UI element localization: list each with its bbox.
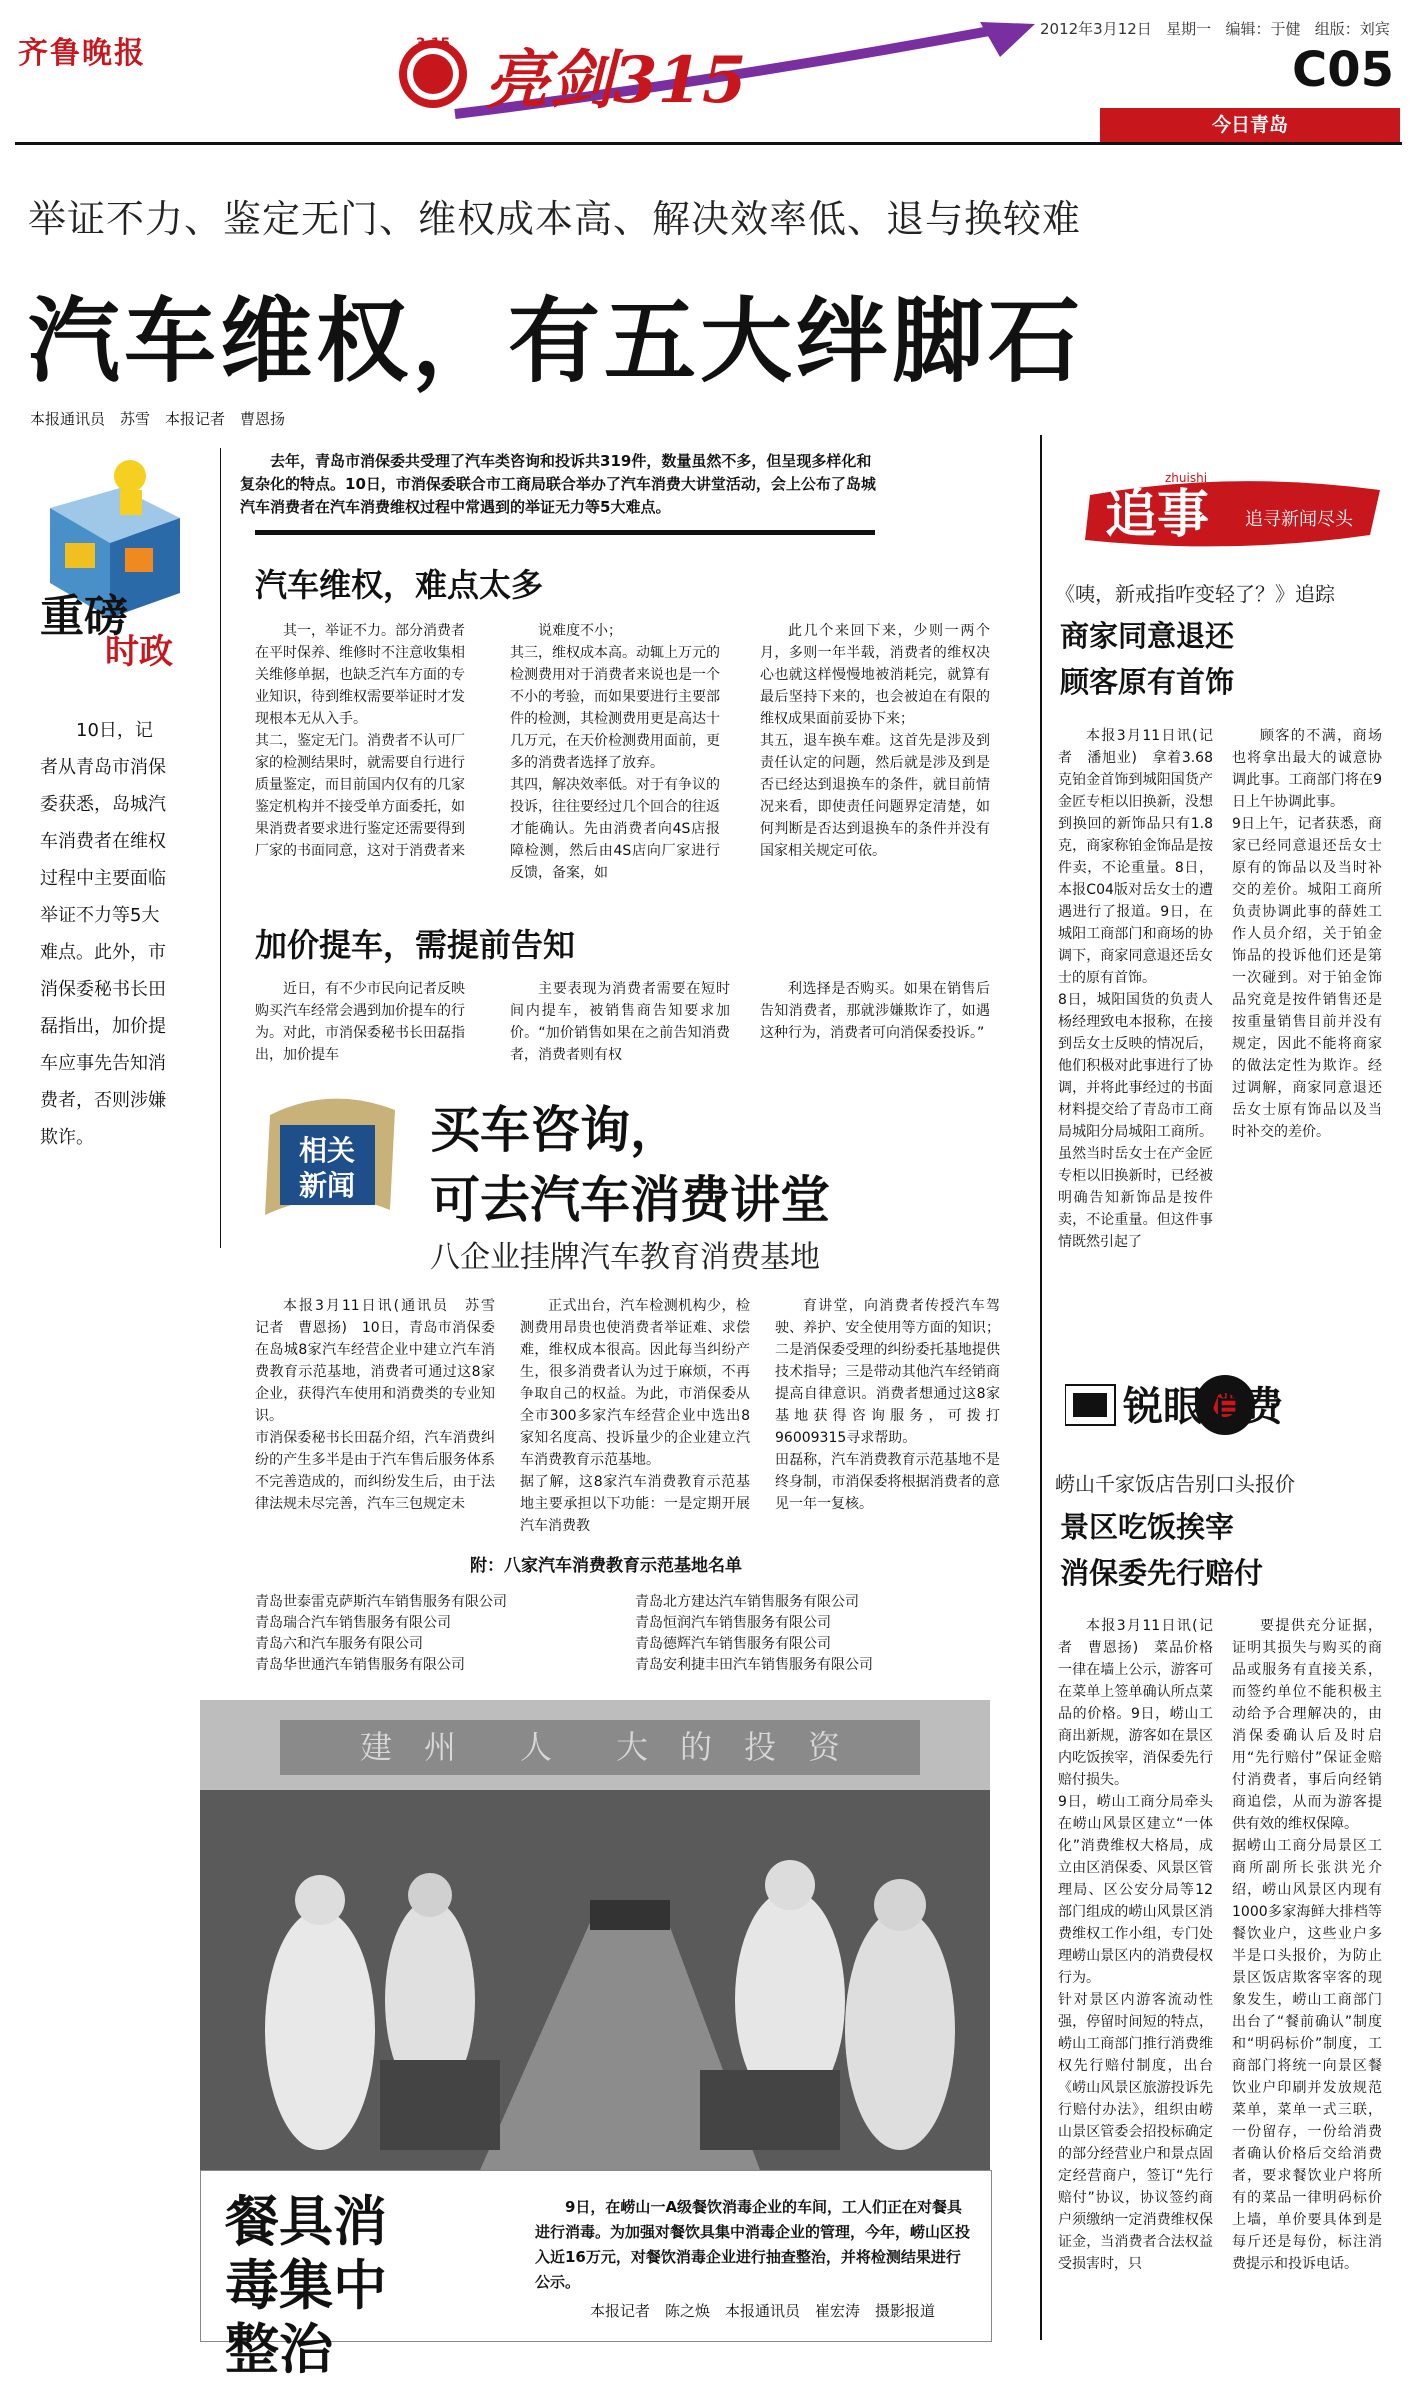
related-col2: 正式出台，汽车检测机构少，检测费用昂贵也使消费者举证难、求偿难，维权成本很高。因此每当纠纷产生，很多消费者认为过于麻烦，不再争取自己的权益。为此，市消保委从全市300多家汽车经营企业中选出8家知名度高、投诉量少的企业建立汽车消费教育示范基地。 据了解，这8家汽车消费教育示范基地主要承担以下功能：一是定期开展汽车消费教 <box>520 1298 750 1534</box>
banner-315-logo <box>395 22 1035 132</box>
zhuishi-col1: 本报3月11日讯(记者 潘旭业) 拿着3.68克铂金首饰到城阳国货产金匠专柜以旧换新，没想到换回的新饰品只有1.8克，商家称铂金饰品是按件卖，不论重量。8日，本报C04版对岳女士的遭遇进行了报道。9日，在城阳工商部门和商场的协调下，商家同意退还岳女士的原有首饰。 8日，城阳国货的负责人杨经理致电本报称，在接到岳女士反映的情况后，他们积极对此事进行了协调，并将此事经过的书面材料提交给了青岛市工商局城阳分局城阳工商所。虽然当时岳女士在产金匠专柜以旧换新时，已经被明确告知新饰品是按件卖，不论重量。但这件事情既然引起了 <box>1058 728 1213 1250</box>
related-col1: 本报3月11日讯(通讯员 苏雪 记者 曹恩扬) 10日，青岛市消保委在岛城8家汽车经营企业中建立汽车消费教育示范基地，消费者可通过这8家企业，获得汽车使用和消费类的专业知识。 市消保委秘书长田磊介绍，汽车消费纠纷的产生多半是由于汽车售后服务体系不完善造成的，而纠纷发生后，由于法律法规未尽完善，汽车三包规定未 <box>255 1298 495 1512</box>
related-badge-line1: 相关 <box>298 1134 356 1167</box>
lead-paragraph: 10日，记者从青岛市消保委获悉，岛城汽车消费者在维权过程中主要面临举证不力等5大难点。此外，市消保委秘书长田磊指出，加价提车应事先告知消费者，否则涉嫌欺诈。 <box>40 720 166 1148</box>
list-item: 青岛恒润汽车销售服务有限公司 <box>635 1615 831 1631</box>
ruiyan-badge <box>1065 1355 1395 1450</box>
zhuishi-prehead: 《咦，新戒指咋变轻了？》追踪 <box>1055 582 1335 606</box>
related-badge-line2: 新闻 <box>298 1169 356 1202</box>
related-headline-line2: 可去汽车消费讲堂 <box>430 1171 830 1229</box>
base-list-title: 附：八家汽车消费教育示范基地名单 <box>470 1556 742 1576</box>
zhuishi-headline-1: 商家同意退还 <box>1060 619 1235 653</box>
related-col3: 育讲堂，向消费者传授汽车驾驶、养护、安全使用等方面的知识；二是消保委受理的纠纷委托基地提供技术指导；三是带动其他汽车经销商提高自律意识。消费者想通过这8家基地获得咨询服务，可拨打96009315寻求帮助。 田磊称，汽车消费教育示范基地不是终身制，市消保委将根据消费者的意见一年一复核。 <box>775 1298 1000 1512</box>
ruiyan-col2: 要提供充分证据，证明其损失与购买的商品或服务有直接关系，而签约单位不能积极主动给予合理解决的，由消保委确认后及时启用“先行赔付”保证金赔付消费者，事后向经销商追偿，从而为游客提供有效的维权保障。 据崂山工商分局景区工商所副所长张洪光介绍，崂山风景区内现有1000多家海鲜大排档等餐饮业户，这些业户多半是口头报价，为防止景区饭店欺客宰客的现象发生，崂山工商部门出台了“餐前确认”制度和“明码标价”制度，工商部门将统一向景区餐饮业户印刷并发放规范菜单，菜单一式三联，一份留存，一份给消费者确认价格后交给消费者，要求餐饮业户将所有的菜品一律明码标价上墙，单价要具体到是每斤还是每份，标注消费提示和投诉电话。 <box>1232 1618 1382 2272</box>
list-item: 青岛北方建达汽车销售服务有限公司 <box>635 1594 859 1610</box>
section1-title: 汽车维权，难点太多 <box>255 566 544 604</box>
related-news-badge <box>250 1085 410 1230</box>
byline: 本报通讯员 苏雪 本报记者 曹恩扬 <box>30 410 286 428</box>
intro-paragraph: 去年，青岛市消保委共受理了汽车类咨询和投诉共319件，数量虽然不多，但呈现多样化和复杂化的特点。10日，市消保委联合市工商局联合举办了汽车消费大讲堂活动，会上公布了岛城汽车消费者在汽车消费维权过程中常遇到的举证无力等5大难点。 <box>240 452 876 516</box>
base-list-left <box>255 1592 507 1676</box>
pre-headline: 举证不力、鉴定无门、维权成本高、解决效率低、退与换较难 <box>28 197 1082 241</box>
zhuishi-badge-pinyin: zhuishi <box>1165 471 1208 485</box>
banner-logo-mark: 3·15 <box>415 36 451 52</box>
banner-title: 亮剑315 <box>485 43 747 118</box>
page-number: C05 <box>1292 42 1395 98</box>
intro-rule <box>255 530 875 535</box>
list-item: 青岛六和汽车服务有限公司 <box>255 1636 423 1652</box>
zhuishi-badge <box>1070 460 1390 555</box>
section1-col3: 此几个来回下来，少则一两个月，多则一年半载，消费者的维权决心也就这样慢慢地被消耗完，就算有最后坚持下来的，也会被迫在有限的维权成果面前妥协下来； 其五，退车换车难。这首先是涉及到责任认定的问题，然后就是涉及到是否已经达到退换车的条件，就目前情况来看，即使责任问题界定清楚，如何判断是否达到退换车的条件并没有国家相关规定可依。 <box>760 623 990 859</box>
related-subhead: 八企业挂牌汽车教育消费基地 <box>430 1240 820 1275</box>
photo-caption: 9日，在崂山一A级餐饮消毒企业的车间，工人们正在对餐具进行消毒。为加强对餐饮具集中消毒企业的管理，今年，崂山区投入近16万元，对餐饮消毒企业进行抽查整治，并将检测结果进行公示。 <box>535 2198 971 2291</box>
newspaper-logo: 齐鲁晚报 <box>18 36 146 71</box>
section2-col1: 近日，有不少市民向记者反映购买汽车经常会遇到加价提车的行为。对此，市消保委秘书长田磊指出，加价提车 <box>255 981 465 1063</box>
list-item: 青岛安利捷丰田汽车销售服务有限公司 <box>635 1657 873 1673</box>
photo-credit: 本报记者 陈之焕 本报通讯员 崔宏涛 摄影报道 <box>590 2302 936 2320</box>
masthead-rule <box>15 142 1402 145</box>
zhuishi-badge-slogan: 追寻新闻尽头 <box>1245 509 1353 530</box>
photo-caption-headline: 餐具消毒集中整治 <box>225 2190 387 2381</box>
section1-col1: 其一，举证不力。部分消费者在平时保养、维修时不注意收集相关维修单据，也缺乏汽车方面的专业知识，待到维权需要举证时才发现根本无从入手。 其二，鉴定无门。消费者不认可厂家的检测结果时，就需要自行进行质量鉴定，而目前国内仅有的几家鉴定机构并不接受单方面委托，如果消费者要求进行鉴定还需要得到厂家的书面同意，这对于消费者来 <box>255 623 465 859</box>
photo-wall-banner: 建 州 人 大 的 投 资 <box>359 1728 841 1766</box>
section2-col2: 主要表现为消费者需要在短时间内提车，被销售商告知要求加价。“加价销售如果在之前告知消费者，消费者则有权 <box>510 981 730 1063</box>
list-item: 青岛德辉汽车销售服务有限公司 <box>635 1636 831 1652</box>
zhuishi-headline-2: 顾客原有首饰 <box>1060 665 1235 699</box>
column-badge-line1: 重磅 <box>40 591 128 642</box>
factory-photo <box>200 1700 990 2170</box>
ruiyan-col1: 本报3月11日讯(记者 曹恩扬) 菜品价格一律在墙上公示，游客可在菜单上签单确认所点菜品的价格。9日，崂山工商出新规，游客如在景区内吃饭挨宰，消保委先行赔付损失。 9日，崂山工商分局牵头在崂山风景区建立“一体化”消费维权大格局，成立由区消保委、风景区管理局、区公安分局等12部门组成的崂山风景区消费维权工作小组，专门处理崂山景区内的消费侵权行为。 针对景区内游客流动性强，停留时间短的特点，崂山工商部门推行消费维权先行赔付制度，出台《崂山风景区旅游投诉先行赔付办法》，组织由崂山景区管委会招投标确定的部分经营业户和景点固定经营商户，签订“先行赔付”协议，协议签约商户须缴纳一定消费维权保证金，当消费者合法权益受损害时，只 <box>1058 1618 1213 2272</box>
zhuishi-col2: 顾客的不满，商场也将拿出最大的诚意协调此事。工商部门将在9日上午协调此事。 9日上午，记者获悉，商家已经同意退还岳女士原有的饰品以及当时补交的差价。城阳工商所负责协调此事的薛姓工作人员介绍，关于铂金饰品的投诉他们还是第一次碰到。对于铂金饰品究竟是按件销售还是按重量销售目前并没有规定，因此不能将商家的做法定性为欺诈。经过调解，商家同意退还岳女士原有饰品以及当时补交的差价。 <box>1232 728 1382 1140</box>
list-item: 青岛瑞合汽车销售服务有限公司 <box>255 1615 451 1631</box>
column-badge-line2: 时政 <box>105 632 173 672</box>
list-item: 青岛世泰雷克萨斯汽车销售服务有限公司 <box>255 1594 507 1610</box>
region-label: 今日青岛 <box>1100 108 1400 142</box>
section2-col3: 利选择是否购买。如果在销售后告知消费者，那就涉嫌欺诈了，如遇这种行为，消费者可向消保委投诉。” <box>760 981 990 1041</box>
related-headline-line1: 买车咨询， <box>430 1101 680 1159</box>
column-rule <box>220 448 221 1248</box>
ruiyan-prehead: 崂山千家饭店告别口头报价 <box>1055 1472 1295 1496</box>
dateline: 2012年3月12日 星期一 编辑：于健 组版：刘宾 <box>1040 20 1390 38</box>
ruiyan-badge-text: 锐眼消费 <box>1123 1384 1283 1430</box>
list-item: 青岛华世通汽车销售服务有限公司 <box>255 1657 465 1673</box>
ruiyan-headline-2: 消保委先行赔付 <box>1060 1556 1264 1590</box>
zhuishi-badge-text: 追事 <box>1105 484 1210 545</box>
section1-col2: 说难度不小； 其三，维权成本高。动辄上万元的检测费用对于消费者来说也是一个不小的考验，而如果要进行主要部件的检测，其检测费用更是高达十几万元，在天价检测费用面前，更多的消费者选择了放弃。 其四，解决效率低。对于有争议的投诉，往往要经过几个回合的往返才能确认。先由消费者向4S店报障检测，然后由4S店向厂家进行反馈，备案，如 <box>510 623 720 881</box>
section2-title: 加价提车，需提前告知 <box>255 926 576 964</box>
main-headline: 汽车维权，有五大绊脚石 <box>28 287 1085 395</box>
base-list-right <box>635 1592 873 1676</box>
ruiyan-headline-1: 景区吃饭挨宰 <box>1060 1510 1235 1544</box>
